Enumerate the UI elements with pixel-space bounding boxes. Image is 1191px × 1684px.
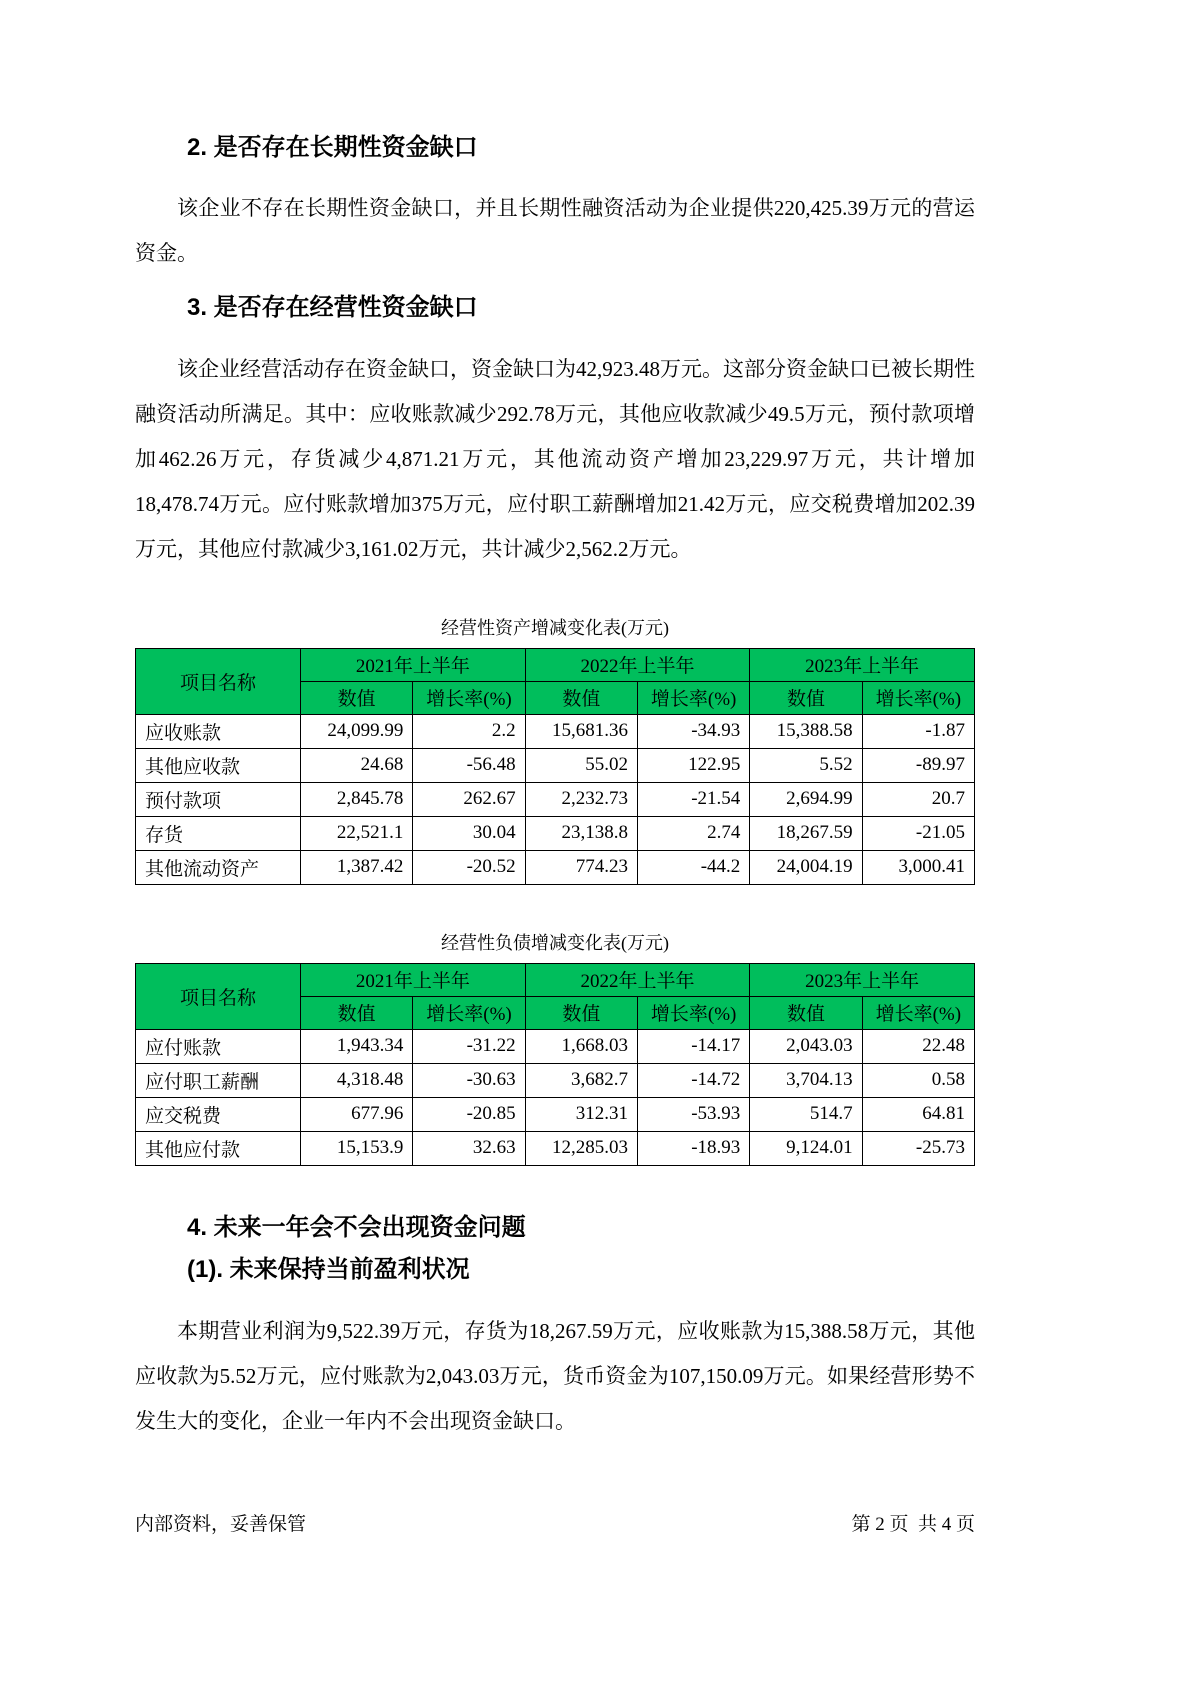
assets-value-header-2022: 数值 <box>525 681 637 714</box>
table-cell: -25.73 <box>862 1131 974 1165</box>
assets-item-header-cell: 项目名称 <box>136 648 301 714</box>
table-cell: 20.7 <box>862 782 974 816</box>
table-cell: 677.96 <box>301 1097 413 1131</box>
table-cell: 5.52 <box>750 748 862 782</box>
table-cell: 2,232.73 <box>525 782 637 816</box>
table-cell: -53.93 <box>637 1097 749 1131</box>
table-cell: 2.74 <box>637 816 749 850</box>
section-4-1-heading: (1). 未来保持当前盈利状况 <box>187 1256 470 1284</box>
assets-growth-header-2022: 增长率(%) <box>637 681 749 714</box>
table-cell: -56.48 <box>413 748 525 782</box>
liabilities-item-header-cell: 项目名称 <box>136 963 301 1029</box>
table-cell: 0.58 <box>862 1063 974 1097</box>
liabilities-growth-header-2023: 增长率(%) <box>862 996 974 1029</box>
assets-year-2023-cell: 2023年上半年 <box>750 648 975 681</box>
table-cell: -31.22 <box>413 1029 525 1063</box>
row-name-cell: 其他应收款 <box>136 748 301 782</box>
table-cell: 774.23 <box>525 850 637 884</box>
table-cell: 30.04 <box>413 816 525 850</box>
row-name-cell: 应交税费 <box>136 1097 301 1131</box>
assets-year-2021-cell: 2021年上半年 <box>301 648 526 681</box>
table-cell: -30.63 <box>413 1063 525 1097</box>
table-row <box>136 714 975 748</box>
table-cell: 122.95 <box>637 748 749 782</box>
table-cell: 1,668.03 <box>525 1029 637 1063</box>
table-cell: -44.2 <box>637 850 749 884</box>
table-row <box>136 782 975 816</box>
table-cell: 64.81 <box>862 1097 974 1131</box>
table-cell: 24,099.99 <box>301 714 413 748</box>
liabilities-growth-header-2022: 增长率(%) <box>637 996 749 1029</box>
assets-growth-header-2021: 增长率(%) <box>413 681 525 714</box>
table-row <box>136 1131 975 1165</box>
table-cell: 3,682.7 <box>525 1063 637 1097</box>
assets-value-header-2023: 数值 <box>750 681 862 714</box>
table-cell: 55.02 <box>525 748 637 782</box>
assets-table-body <box>136 714 975 884</box>
assets-growth-header-2023: 增长率(%) <box>862 681 974 714</box>
table-cell: 22,521.1 <box>301 816 413 850</box>
section-2-heading: 2. 是否存在长期性资金缺口 <box>187 134 478 161</box>
table-cell: -34.93 <box>637 714 749 748</box>
liabilities-year-2021-cell: 2021年上半年 <box>301 963 526 996</box>
table-cell: 1,943.34 <box>301 1029 413 1063</box>
table-cell: 15,153.9 <box>301 1131 413 1165</box>
row-name-cell: 应收账款 <box>136 714 301 748</box>
liabilities-year-2022-cell: 2022年上半年 <box>525 963 750 996</box>
table-cell: 312.31 <box>525 1097 637 1131</box>
row-name-cell: 应付职工薪酬 <box>136 1063 301 1097</box>
liabilities-value-header-2021: 数值 <box>301 996 413 1029</box>
row-name-cell: 其他应付款 <box>136 1131 301 1165</box>
table-cell: 2,694.99 <box>750 782 862 816</box>
liabilities-table-title: 经营性负债增减变化表(万元) <box>441 932 669 953</box>
table-cell: -20.52 <box>413 850 525 884</box>
assets-value-header-2021: 数值 <box>301 681 413 714</box>
table-cell: 262.67 <box>413 782 525 816</box>
row-name-cell: 预付款项 <box>136 782 301 816</box>
liabilities-table-body <box>136 1029 975 1165</box>
table-row <box>136 850 975 884</box>
table-cell: -21.05 <box>862 816 974 850</box>
assets-header-year-row <box>136 648 975 681</box>
footer-confidential-note: 内部资料，妥善保管 <box>135 1514 307 1535</box>
table-cell: 2,043.03 <box>750 1029 862 1063</box>
liabilities-header-year-row <box>136 963 975 996</box>
page-footer <box>135 1509 975 1536</box>
liabilities-year-2023-cell: 2023年上半年 <box>750 963 975 996</box>
table-cell: 32.63 <box>413 1131 525 1165</box>
table-cell: 1,387.42 <box>301 850 413 884</box>
liabilities-value-header-2022: 数值 <box>525 996 637 1029</box>
assets-table <box>135 648 975 885</box>
liabilities-value-header-2023: 数值 <box>750 996 862 1029</box>
assets-table-header <box>136 648 975 714</box>
table-cell: 18,267.59 <box>750 816 862 850</box>
table-cell: 24.68 <box>301 748 413 782</box>
table-cell: 514.7 <box>750 1097 862 1131</box>
table-cell: -18.93 <box>637 1131 749 1165</box>
table-cell: 4,318.48 <box>301 1063 413 1097</box>
table-row <box>136 1097 975 1131</box>
section-4-heading: 4. 未来一年会不会出现资金问题 <box>187 1213 526 1241</box>
section-3-heading: 3. 是否存在经营性资金缺口 <box>187 294 478 322</box>
table-cell: 23,138.8 <box>525 816 637 850</box>
table-cell: 2,845.78 <box>301 782 413 816</box>
table-cell: 2.2 <box>413 714 525 748</box>
table-row <box>136 816 975 850</box>
table-cell: 22.48 <box>862 1029 974 1063</box>
table-cell: -20.85 <box>413 1097 525 1131</box>
liabilities-growth-header-2021: 增长率(%) <box>413 996 525 1029</box>
assets-year-2022-cell: 2022年上半年 <box>525 648 750 681</box>
row-name-cell: 应付账款 <box>136 1029 301 1063</box>
table-cell: 3,704.13 <box>750 1063 862 1097</box>
table-row <box>136 748 975 782</box>
liabilities-table <box>135 963 975 1166</box>
table-cell: 12,285.03 <box>525 1131 637 1165</box>
table-cell: 15,388.58 <box>750 714 862 748</box>
table-row <box>136 1029 975 1063</box>
table-cell: 9,124.01 <box>750 1131 862 1165</box>
table-cell: -14.17 <box>637 1029 749 1063</box>
table-cell: -14.72 <box>637 1063 749 1097</box>
table-cell: 24,004.19 <box>750 850 862 884</box>
table-cell: -89.97 <box>862 748 974 782</box>
section-3-paragraph: 该企业经营活动存在资金缺口，资金缺口为42,923.48万元。这部分资金缺口已被长期性融资活动所满足。其中：应收账款减少292.78万元，其他应收款减少49.5万元，预付款项增加462.26万元，存货减少4,871.21万元，其他流动资产增加23,229.97万元，共计增加18,478.74万元。应付账款增加375万元，应付职工薪酬增加21.42万元，应交税费增加202.39万元，其他应付款减少3,161.02万元，共计减少2,562.2万元。 <box>135 356 975 561</box>
table-cell: 15,681.36 <box>525 714 637 748</box>
table-row <box>136 1063 975 1097</box>
table-cell: 3,000.41 <box>862 850 974 884</box>
liabilities-table-header <box>136 963 975 1029</box>
section-4-paragraph: 本期营业利润为9,522.39万元，存货为18,267.59万元，应收账款为15,388.58万元，其他应收款为5.52万元，应付账款为2,043.03万元，货币资金为107,150.09万元。如果经营形势不发生大的变化，企业一年内不会出现资金缺口。 <box>135 1318 975 1433</box>
row-name-cell: 存货 <box>136 816 301 850</box>
table-cell: -21.54 <box>637 782 749 816</box>
table-cell: -1.87 <box>862 714 974 748</box>
row-name-cell: 其他流动资产 <box>136 850 301 884</box>
footer-page-number: 第 2 页 共 4 页 <box>851 1514 975 1535</box>
assets-table-title: 经营性资产增减变化表(万元) <box>441 617 669 638</box>
section-2-paragraph: 该企业不存在长期性资金缺口，并且长期性融资活动为企业提供220,425.39万元的营运资金。 <box>135 196 975 266</box>
